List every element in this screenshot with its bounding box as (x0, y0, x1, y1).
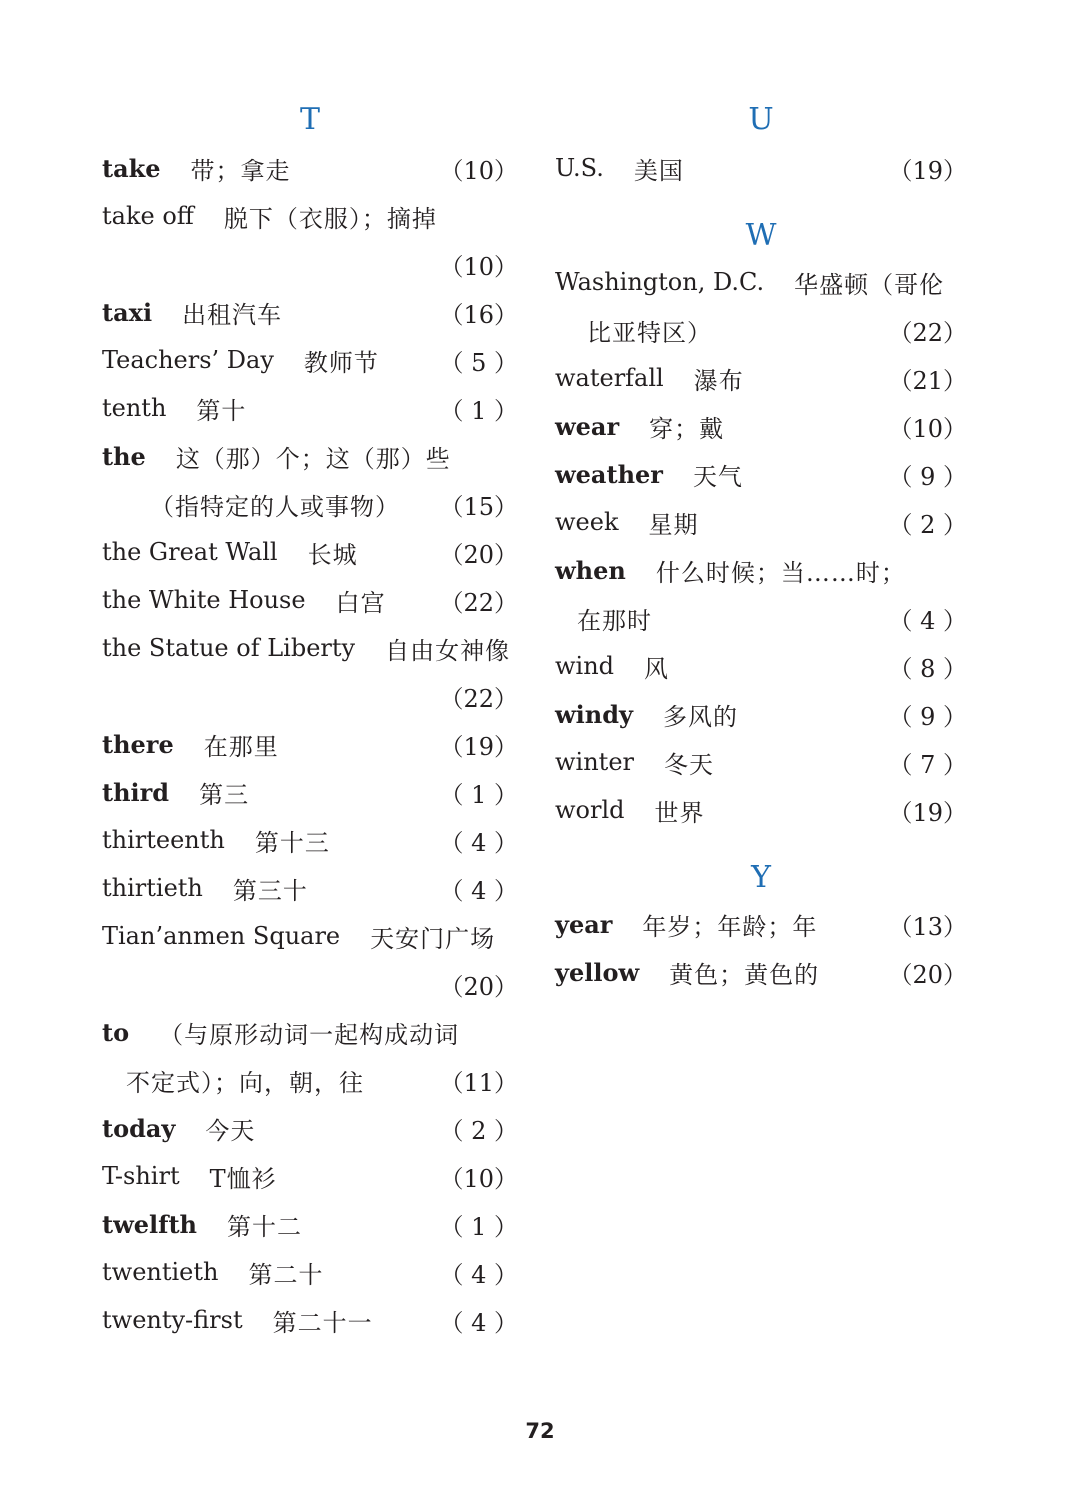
entry-word: world (555, 796, 625, 824)
entry-word: the (102, 441, 146, 471)
entry-waterfall (555, 354, 967, 402)
entry-teachers-day (102, 336, 518, 384)
entry-word: to (102, 1017, 130, 1047)
entry-definition: 出租汽车 (182, 300, 283, 329)
entry-word: waterfall (555, 364, 664, 392)
entry-third (102, 768, 518, 816)
entry-definition: 在那时 (577, 606, 652, 635)
entry-the-great-wall (102, 528, 518, 576)
entry-the-white-house (102, 576, 518, 624)
entry-definition: 这（那）个；这（那）些 (175, 444, 451, 473)
entry-the-statue-of-liberty (102, 624, 518, 672)
section-letter-u: U (748, 102, 774, 137)
entry-definition: 长城 (307, 540, 358, 569)
entry-word: weather (555, 459, 663, 489)
entry-definition: 年岁；年龄；年 (642, 912, 818, 941)
entry-word: when (555, 555, 626, 585)
entry-take (102, 144, 518, 192)
entry-definition: 今天 (205, 1116, 256, 1145)
entry-word: tenth (102, 394, 167, 422)
entry-definition: 多风的 (662, 702, 738, 731)
entry-taxi (102, 288, 518, 336)
entry-word: the White House (102, 586, 306, 614)
entry-word: Tian’anmen Square (102, 922, 341, 950)
entry-unit: （19） (888, 798, 967, 827)
entry-definition: 天气 (692, 462, 743, 491)
entry-word: Teachers’ Day (102, 346, 274, 374)
entry-yellow (555, 948, 967, 996)
entry-unit: （ 2 ） (888, 510, 967, 539)
entry-unit: （ 9 ） (888, 462, 967, 491)
entry-unit: （ 9 ） (888, 702, 967, 731)
entry-the-continued (102, 480, 518, 528)
entry-unit: （ 4 ） (439, 1260, 518, 1289)
entry-unit: （ 4 ） (888, 606, 967, 635)
entry-definition: 星期 (648, 510, 699, 539)
entry-word: the Great Wall (102, 538, 278, 566)
entry-definition: 冬天 (664, 750, 714, 779)
entry-twentieth (102, 1248, 518, 1296)
entry-to (102, 1008, 518, 1056)
entry-year (555, 900, 967, 948)
entry-to-continued (102, 1056, 518, 1104)
entry-definition: 穿；戴 (649, 414, 725, 443)
entry-word: twelfth (102, 1209, 197, 1239)
entry-definition: （与原形动词一起构成动词 (159, 1020, 460, 1049)
entry-word: twentieth (102, 1258, 219, 1286)
entry-unit: （22） (439, 588, 518, 617)
entry-us (555, 144, 967, 192)
entry-definition: 什么时候；当……时； (655, 558, 906, 587)
entry-word: twenty-first (102, 1306, 243, 1334)
entry-definition: 瀑布 (693, 366, 744, 395)
entry-definition: 教师节 (303, 348, 379, 377)
entry-word: the Statue of Liberty (102, 634, 356, 662)
entry-unit: （21） (888, 366, 967, 395)
entry-definition: T恤衫 (209, 1164, 277, 1193)
entry-unit: （ 5 ） (439, 348, 518, 377)
entry-thirteenth (102, 816, 518, 864)
entry-definition: 第二十一 (272, 1308, 373, 1337)
entry-definition: 第十三 (254, 828, 330, 857)
section-letter-w: W (745, 218, 777, 253)
entry-definition: 不定式）；向，朝，往 (126, 1068, 364, 1097)
entry-word: taxi (102, 297, 153, 327)
entry-unit: （22） (888, 318, 967, 347)
entry-definition: 黄色；黄色的 (669, 960, 820, 989)
entry-word: T-shirt (102, 1162, 180, 1190)
entry-unit: （16） (439, 300, 518, 329)
entry-definition: 第二十 (248, 1260, 324, 1289)
section-letter-y: Y (751, 860, 771, 895)
entry-unit: （ 1 ） (439, 1212, 518, 1241)
entry-word: thirteenth (102, 826, 225, 854)
entry-tiananmen-square-unit (102, 960, 518, 1008)
entry-unit: （ 4 ） (439, 1308, 518, 1337)
entry-unit: （20） (439, 540, 518, 569)
entry-twelfth (102, 1200, 518, 1248)
entry-unit: （ 7 ） (888, 750, 967, 779)
entry-word: U.S. (555, 154, 604, 182)
entry-definition: 华盛顿（哥伦 (794, 270, 945, 299)
entry-word: there (102, 729, 174, 759)
entry-take-off-unit (102, 240, 518, 288)
entry-unit: （10） (439, 252, 518, 281)
entry-word: week (555, 508, 619, 536)
entry-unit: （10） (888, 414, 967, 443)
entry-definition: 第三 (199, 780, 250, 809)
entry-washington-dc (555, 258, 967, 306)
entry-unit: （ 1 ） (439, 780, 518, 809)
entry-unit: （10） (439, 156, 518, 185)
entry-unit: （19） (439, 732, 518, 761)
entry-definition: 白宫 (335, 588, 386, 617)
entry-today (102, 1104, 518, 1152)
entry-world (555, 786, 967, 834)
entry-unit: （10） (439, 1164, 518, 1193)
entry-definition: 比亚特区） (587, 318, 712, 347)
entry-word: take off (102, 202, 194, 230)
entry-word: Washington, D.C. (555, 268, 765, 296)
entry-definition: （指特定的人或事物） (150, 492, 400, 521)
entry-tiananmen-square (102, 912, 518, 960)
entry-the-statue-of-liberty-unit (102, 672, 518, 720)
entry-winter (555, 738, 967, 786)
entry-unit: （ 2 ） (439, 1116, 518, 1145)
entry-definition: 第十二 (227, 1212, 302, 1241)
entry-when (555, 546, 967, 594)
entry-word: take (102, 153, 161, 183)
entry-t-shirt (102, 1152, 518, 1200)
entry-unit: （13） (888, 912, 967, 941)
entry-definition: 脱下（衣服）；摘掉 (223, 204, 437, 233)
entry-unit: （19） (888, 156, 967, 185)
entry-unit: （ 4 ） (439, 876, 518, 905)
entry-unit: （11） (439, 1068, 518, 1097)
entry-word: yellow (555, 957, 640, 987)
page-number: 72 (525, 1419, 555, 1443)
entry-word: today (102, 1113, 176, 1143)
entry-wind (555, 642, 967, 690)
entry-definition: 天安门广场 (370, 924, 496, 953)
entry-unit: （ 4 ） (439, 828, 518, 857)
right-column (555, 96, 967, 996)
entry-the (102, 432, 518, 480)
entry-word: wind (555, 652, 615, 680)
entry-word: year (555, 909, 613, 939)
entry-unit: （15） (439, 492, 518, 521)
entry-wear (555, 402, 967, 450)
entry-unit: （ 1 ） (439, 396, 518, 425)
entry-weather (555, 450, 967, 498)
entry-definition: 第十 (196, 396, 247, 425)
entry-when-continued (555, 594, 967, 642)
entry-definition: 美国 (633, 156, 684, 185)
entry-definition: 第三十 (232, 876, 308, 905)
section-letter-t: T (299, 102, 320, 137)
entry-definition: 在那里 (203, 732, 279, 761)
entry-thirtieth (102, 864, 518, 912)
entry-definition: 自由女神像 (385, 636, 511, 665)
entry-unit: （22） (439, 684, 518, 713)
entry-definition: 带；拿走 (190, 156, 291, 185)
left-column (102, 96, 518, 1344)
entry-there (102, 720, 518, 768)
entry-unit: （20） (888, 960, 967, 989)
entry-week (555, 498, 967, 546)
entry-unit: （ 8 ） (888, 654, 967, 683)
entry-definition: 风 (644, 654, 670, 683)
entry-definition: 世界 (654, 798, 705, 827)
entry-word: thirtieth (102, 874, 203, 902)
entry-washington-dc-continued (555, 306, 967, 354)
entry-take-off (102, 192, 518, 240)
entry-unit: （20） (439, 972, 518, 1001)
entry-tenth (102, 384, 518, 432)
entry-word: winter (555, 748, 634, 776)
entry-word: third (102, 777, 170, 807)
entry-windy (555, 690, 967, 738)
entry-word: wear (555, 411, 620, 441)
entry-word: windy (555, 699, 633, 729)
entry-twenty-first (102, 1296, 518, 1344)
